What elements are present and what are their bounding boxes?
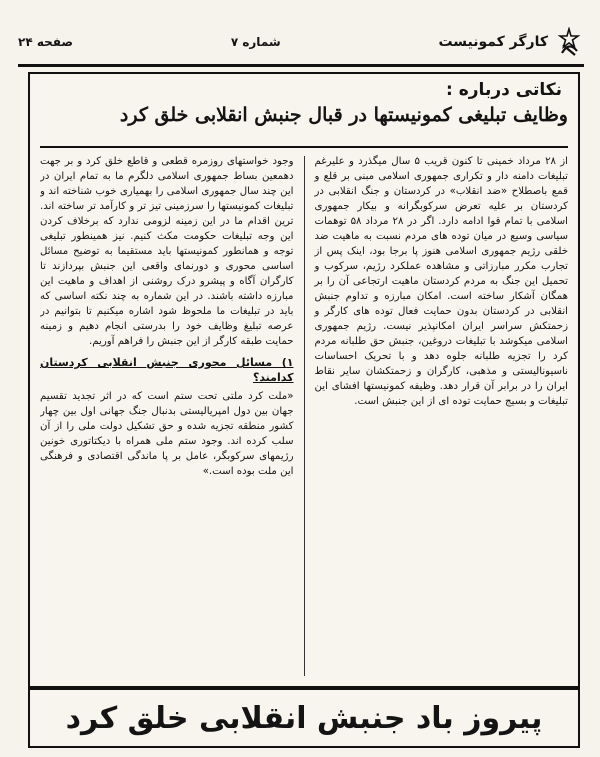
section-subhead: ۱) مسائل محوری جنبش انقلابی کردستان کدامند؟ [39, 356, 294, 384]
page-number: صفحه ۲۴ [18, 35, 74, 49]
article-title-block [36, 78, 572, 144]
hammer-sickle-star-icon [554, 27, 584, 57]
article-headline: وظایف تبلیغی کمونیستها در قبال جنبش انقلابی خلق کرد [119, 104, 568, 126]
slogan-banner [28, 688, 580, 748]
issue-number: شماره ۷ [230, 35, 281, 49]
left-column [40, 154, 294, 678]
article-columns [40, 154, 568, 678]
brand [438, 27, 584, 57]
left-column-text-2: «ملت کرد ملتی تحت ستم است که در اثر تجدید تقسیم جهان بین دول امپریالیستی بدنبال جنگ جهانی اول بین چهار کشور منطقه تجزیه شده و حق تشکیل دولت ملی را از آن سلب کرده اند. وجود ستم ملی همراه با دیکتاتوری خونین رژیمهای سرکوبگر، عامل بر پا ماندگی اقتصادی و فرهنگی این ملت بوده است.» [39, 391, 294, 477]
slogan-text: پیروز باد جنبش انقلابی خلق کرد [65, 700, 543, 736]
publication-name: کارگر کمونیست [438, 34, 548, 50]
article-kicker: نکاتی درباره : [446, 80, 562, 100]
right-column [314, 154, 568, 678]
masthead [18, 20, 584, 67]
article-frame [28, 72, 580, 688]
left-column-text: وجود خواستهای روزمره قطعی و قاطع خلق کرد و بر جهت دهمعین بساط جمهوری اسلامی دلگرم ما به تمام ایران در این چند سال جمهوری اسلامی را بهمیاری خوب شناخته اند و تبلیغات کمونیستها را سرزمینی تیز تر و کارآمد تر ساخته اند. ترین اقدام ما در این زمینه لزومی ندارد که برخلاف کردن این وجه تبلیغات حکومت مکث کنیم. نیز همینطور تبلیغی توجه و همانطور کمونیستها باید مستقیما به توضیح مسائل اساسی محوری و دورنمای واقعی این جنبش بپردازند تا کارگران آگاه و پیشرو درک روشنی از اهداف و ماهیت این مبارزه داشته باشند. در این شماره به چند نکته اساسی که باید در تبلیغات ما ملحوظ شود اشاره میکنیم تا بتوانیم در عرصه تبلیغ وظایف خود را بدرستی انجام دهیم و زمینه حمایت طبقه کارگر از این جنبش را فراهم آوریم. [39, 156, 294, 347]
title-divider [40, 146, 568, 148]
column-divider [304, 156, 305, 676]
right-column-text: از ۲۸ مرداد خمینی تا کنون قریب ۵ سال میگذرد و علیرغم تبلیغات دامنه دار و تکراری جمهوری اسلامی مبنی بر قلع و قمع باصطلاح «ضد انقلاب» در کردستان و جنگ انقلابی در کردستان بر علیه تعرض سرکوبگرانه و بیکار جمهوری اسلامی با تمام قوا ادامه دارد. اگر در ۲۸ مرداد ۵۸ توهمات سیاسی وسیع در میان توده های مردم نسبت به ماهیت ضد خلقی رژیم جمهوری اسلامی هنوز پا برجا بود، اینک پس از تجارب مکرر مبارزاتی و مشاهده عملکرد رژیم، سرکوب و تحمیل این جنگ به مردم کردستان ماهیت ارتجاعی آن را بر همگان آشکار ساخته است. امکان مبارزه و تداوم جنبش انقلابی در کردستان بدون حمایت فعال توده های کارگر و زحمتکش سراسر ایران امکانپذیر نیست. رژیم جمهوری اسلامی میکوشد با تبلیغات دروغین، جنبش حق طلبانه مردم کرد را تجزیه طلبانه جلوه دهد و با تحریک احساسات ناسیونالیستی و مذهبی، کارگران و زحمتکشان سایر نقاط ایران را در برابر آن قرار دهد. وظیفه کمونیستها افشای این تبلیغات و بسیج حمایت توده ای از این جنبش است. [314, 156, 568, 407]
